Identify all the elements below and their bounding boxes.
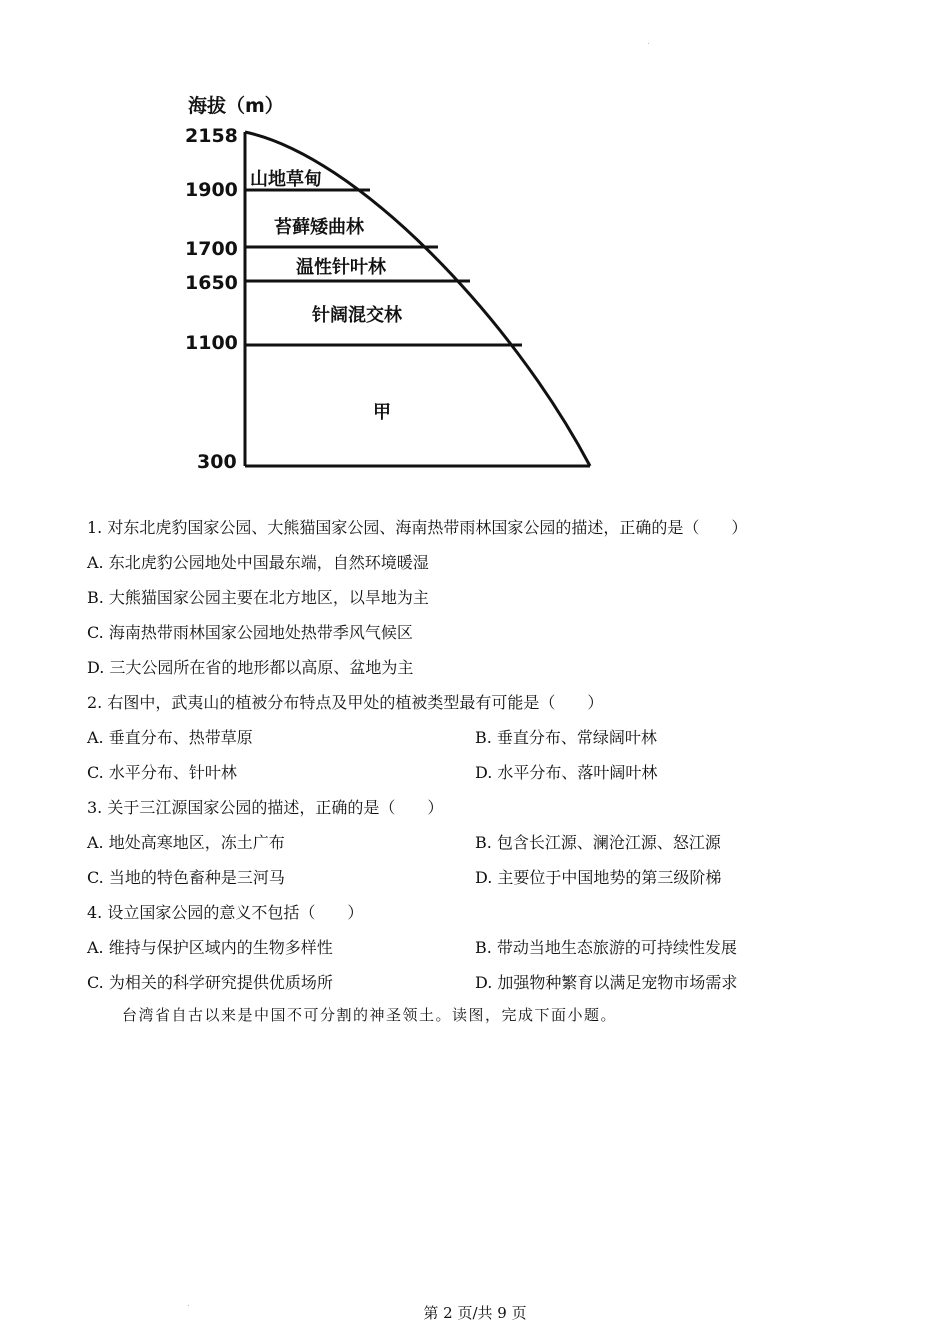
option-a: A. 垂直分布、热带草原	[87, 728, 253, 747]
altitude-tick-1650: 1650	[185, 272, 238, 294]
option-b: B. 垂直分布、常绿阔叶林	[475, 728, 657, 747]
scan-speck	[648, 43, 649, 44]
altitude-tick-1900: 1900	[185, 179, 238, 201]
axis-title: 海拔（m）	[188, 95, 284, 117]
option-a: A. 地处高寒地区，冻土广布	[87, 833, 285, 852]
question-stem: 1. 对东北虎豹国家公园、大熊猫国家公园、海南热带雨林国家公园的描述，正确的是（ ）	[87, 518, 748, 537]
option-d: D. 水平分布、落叶阔叶林	[475, 763, 658, 782]
option-b: B. 包含长江源、澜沧江源、怒江源	[475, 833, 721, 852]
altitude-tick-1100: 1100	[185, 332, 238, 354]
diagram-lines	[180, 85, 610, 485]
altitude-tick-300: 300	[197, 451, 237, 473]
option-c: C. 海南热带雨林国家公园地处热带季风气候区	[87, 623, 413, 642]
question-stem: 4. 设立国家公园的意义不包括（ ）	[87, 903, 364, 922]
zone-mountain-meadow: 山地草甸	[250, 169, 322, 190]
option-c: C. 为相关的科学研究提供优质场所	[87, 973, 333, 992]
question-3	[87, 790, 887, 895]
zone-jia: 甲	[373, 402, 391, 423]
option-d: D. 加强物种繁育以满足宠物市场需求	[475, 973, 738, 992]
zone-moss-dwarf-forest: 苔藓矮曲林	[274, 217, 364, 238]
question-stem: 3. 关于三江源国家公园的描述，正确的是（ ）	[87, 798, 444, 817]
question-stem: 2. 右图中，武夷山的植被分布特点及甲处的植被类型最有可能是（ ）	[87, 693, 604, 712]
question-1	[87, 510, 887, 685]
option-a: A. 东北虎豹公园地处中国最东端，自然环境暖湿	[87, 553, 429, 572]
option-d: D. 三大公园所在省的地形都以高原、盆地为主	[87, 658, 414, 677]
taiwan-intro-text: 台湾省自古以来是中国不可分割的神圣领土。读图，完成下面小题。	[122, 1006, 618, 1024]
question-list	[87, 510, 887, 1000]
option-c: C. 水平分布、针叶林	[87, 763, 237, 782]
option-a: A. 维持与保护区域内的生物多样性	[87, 938, 333, 957]
question-2	[87, 685, 887, 790]
altitude-vegetation-diagram	[180, 85, 610, 485]
option-d: D. 主要位于中国地势的第三级阶梯	[475, 868, 722, 887]
page-footer: 第 2 页/共 9 页	[423, 1304, 527, 1322]
altitude-tick-1700: 1700	[185, 238, 238, 260]
option-b: B. 大熊猫国家公园主要在北方地区，以旱地为主	[87, 588, 429, 607]
zone-mixed-forest: 针阔混交林	[312, 305, 402, 326]
option-b: B. 带动当地生态旅游的可持续性发展	[475, 938, 737, 957]
option-c: C. 当地的特色畜种是三河马	[87, 868, 285, 887]
question-4	[87, 895, 887, 1000]
zone-temperate-coniferous-forest: 温性针叶林	[296, 257, 386, 278]
altitude-tick-2158: 2158	[185, 125, 238, 147]
